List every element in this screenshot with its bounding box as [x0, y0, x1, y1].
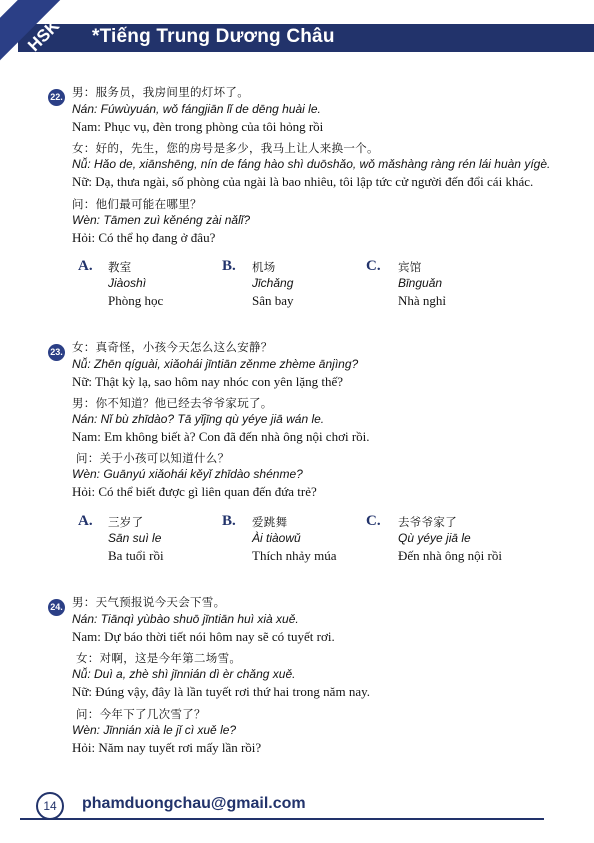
q23-line-vi-3: Hỏi: Có thể biết được gì liên quan đến đứa trẻ? — [72, 484, 317, 499]
q24-line-vi-3: Hỏi: Năm nay tuyết rơi mấy lần rồi? — [72, 740, 262, 755]
q23-option-b-vi: Thích nhảy múa — [252, 548, 337, 563]
q22-option-b-py: Jīchǎng — [252, 276, 294, 290]
q24-line-vi-2: Nữ: Đúng vậy, đây là lần tuyết rơi thứ hai trong năm nay. — [72, 684, 370, 699]
q22-line-vi-2: Nữ: Dạ, thưa ngài, số phòng của ngài là bao nhiêu, tôi lập tức cử người đến đổi cái khác. — [72, 174, 534, 189]
q24-line-py-1: Nán: Tiānqì yùbào shuō jīntiān huì xià xuě. — [72, 612, 299, 626]
q23-line-vi-1: Nữ: Thật kỳ lạ, sao hôm nay nhóc con yên lặng thế? — [72, 374, 344, 389]
q22-option-a-cn: 教室 — [108, 260, 132, 274]
q22-line-py-2: Nǚ: Hǎo de, xiānshēng, nín de fáng hào shì duōshǎo, wǒ mǎshàng ràng rén lái huàn yígè. — [72, 157, 551, 171]
q22-line-cn-3: 问：他们最可能在哪里？ — [72, 197, 202, 211]
q23-option-c-py: Qù yéye jiā le — [398, 531, 471, 545]
footer-email: phamduongchau@gmail.com — [82, 795, 306, 812]
q22-option-a-py: Jiàoshì — [108, 276, 147, 290]
question-number-24: 24. — [48, 599, 65, 616]
q22-line-cn-1: 男：服务员，我房间里的灯坏了。 — [72, 85, 249, 99]
q22-option-b-vi: Sân bay — [252, 293, 294, 308]
page-title: *Tiếng Trung Dương Châu — [92, 26, 335, 47]
q23-option-c-cn: 去爷爷家了 — [398, 515, 457, 529]
q22-line-py-3: Wèn: Tāmen zuì kěnéng zài nǎlǐ? — [72, 213, 251, 227]
q23-line-cn-2: 男：你不知道？他已经去爷爷家玩了。 — [72, 396, 273, 410]
q24-line-cn-2: 女：对啊，这是今年第二场雪。 — [76, 651, 242, 665]
q22-line-vi-1: Nam: Phục vụ, đèn trong phòng của tôi hỏng rồi — [72, 119, 324, 134]
question-number-22: 22. — [48, 89, 65, 106]
q23-option-c-letter: C. — [366, 513, 381, 529]
question-number-23: 23. — [48, 344, 65, 361]
q22-line-vi-3: Hỏi: Có thể họ đang ở đâu? — [72, 230, 216, 245]
q23-line-py-2: Nán: Nǐ bù zhīdào? Tā yǐjīng qù yéye jiā wán le. — [72, 412, 325, 426]
hsk-corner-badge — [0, 0, 90, 90]
q24-line-cn-3: 问：今年下了几次雪了？ — [76, 707, 206, 721]
q23-line-cn-1: 女：真奇怪，小孩今天怎么这么安静？ — [72, 340, 273, 354]
q24-line-py-2: Nǚ: Duì a, zhè shì jīnnián dì èr chǎng xuě. — [72, 667, 296, 681]
q23-option-a-py: Sān suì le — [108, 531, 162, 545]
q22-option-c-cn: 宾馆 — [398, 260, 422, 274]
q22-option-c-letter: C. — [366, 258, 381, 274]
q23-line-py-3: Wèn: Guānyú xiǎohái kěyǐ zhīdào shénme? — [72, 467, 303, 481]
q23-option-b-cn: 爱跳舞 — [252, 515, 288, 529]
q23-option-a-letter: A. — [78, 513, 93, 529]
q23-line-py-1: Nǚ: Zhēn qíguài, xiǎohái jīntiān zěnme zhème ānjìng? — [72, 357, 359, 371]
q22-option-a-vi: Phòng học — [108, 293, 164, 308]
q22-option-c-vi: Nhà nghỉ — [398, 293, 447, 308]
q23-line-cn-3: 问：关于小孩可以知道什么？ — [76, 451, 230, 465]
q22-option-c-py: Bīnguǎn — [398, 276, 443, 290]
footer-rule — [20, 818, 544, 820]
q23-option-c-vi: Đến nhà ông nội rồi — [398, 548, 502, 563]
page-number: 14 — [36, 792, 64, 820]
q22-line-cn-2: 女：好的，先生，您的房号是多少，我马上让人来换一个。 — [72, 141, 379, 155]
q24-line-py-3: Wèn: Jīnnián xià le jǐ cì xuě le? — [72, 723, 237, 737]
hsk-label: HSK — [24, 16, 64, 56]
q22-option-a-letter: A. — [78, 258, 93, 274]
q24-line-cn-1: 男：天气预报说今天会下雪。 — [72, 595, 226, 609]
q23-option-a-vi: Ba tuổi rồi — [108, 548, 164, 563]
q23-line-vi-2: Nam: Em không biết à? Con đã đến nhà ông nội chơi rồi. — [72, 429, 370, 444]
q22-option-b-cn: 机场 — [252, 260, 276, 274]
q24-line-vi-1: Nam: Dự báo thời tiết nói hôm nay sẽ có tuyết rơi. — [72, 629, 335, 644]
q22-line-py-1: Nán: Fúwùyuán, wǒ fángjiān lǐ de dēng huài le. — [72, 102, 321, 116]
q22-option-b-letter: B. — [222, 258, 236, 274]
q23-option-b-letter: B. — [222, 513, 236, 529]
q23-option-b-py: Ài tiàowǔ — [252, 531, 301, 545]
q23-option-a-cn: 三岁了 — [108, 515, 144, 529]
